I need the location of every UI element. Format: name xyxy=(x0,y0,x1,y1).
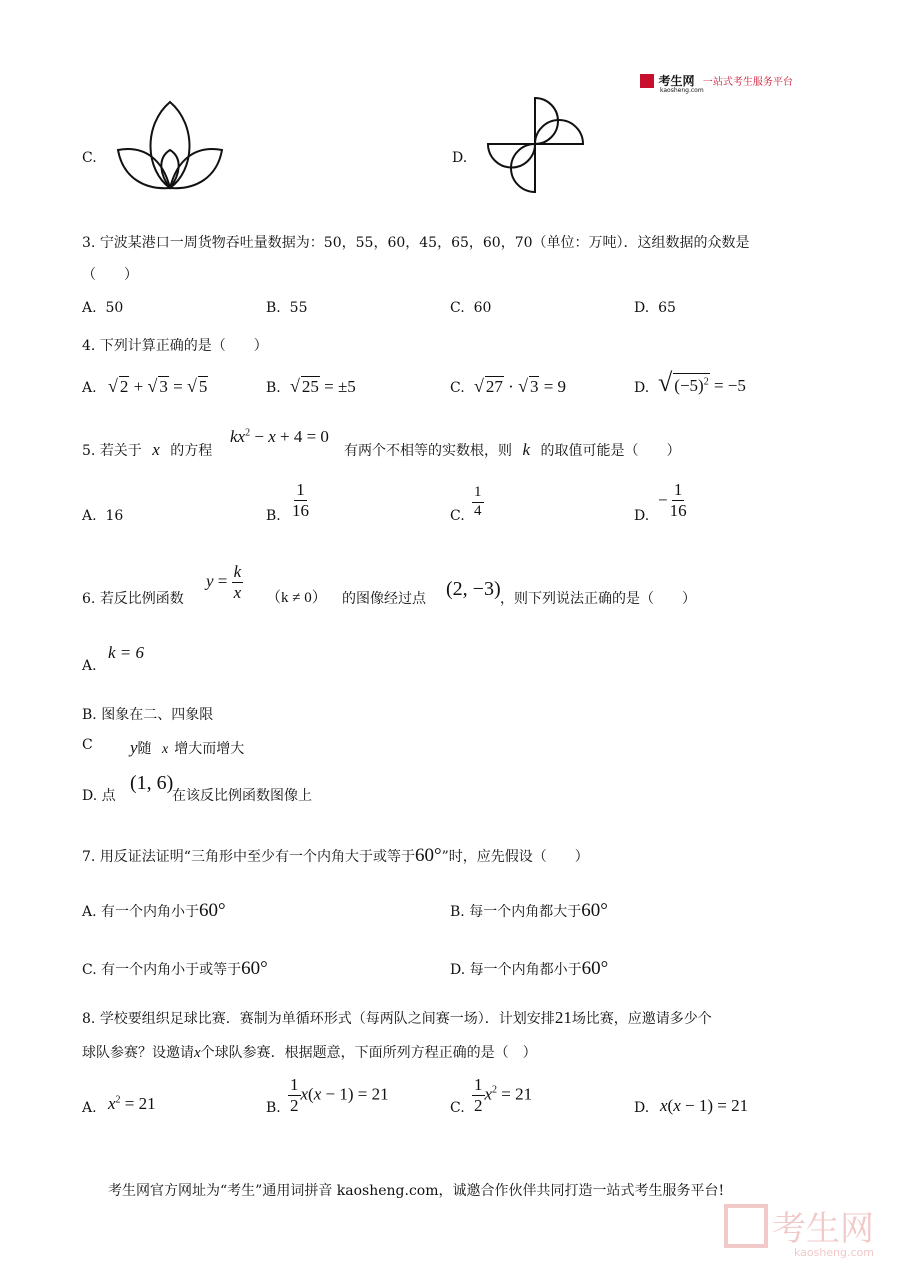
q4-option-a-formula: √ 2 + √ 3 = √ 5 xyxy=(108,376,208,396)
watermark-logo-icon xyxy=(724,1204,768,1248)
q7-option-a: A. 有一个内角小于60° xyxy=(82,900,226,921)
q7-stem: 7. 用反证法证明“三角形中至少有一个内角大于或等于60°”时，应先假设（ ） xyxy=(82,845,589,866)
q8-stem-line1: 8. 学校要组织足球比赛．赛制为单循环形式（每两队之间赛一场）．计划安排21场比赛，应邀请多少个 xyxy=(82,1008,712,1027)
q8-option-c-formula: $\frac{1}{2}$ $x^2 = 21$ xyxy=(474,1075,533,1115)
q7-option-b: B. 每一个内角都大于60° xyxy=(450,900,608,921)
q5-option-d-label: D. xyxy=(634,508,650,524)
footer-text: 考生网官方网址为“考生”通用词拼音 kaosheng.com，诚邀合作伙伴共同打造一站式考生服务平台! xyxy=(108,1183,725,1199)
q8-stem-line2: 球队参赛？设邀请x个球队参赛．根据题意，下面所列方程正确的是（ ） xyxy=(82,1045,537,1061)
q6-stem-b: 的图像经过点 xyxy=(342,591,426,607)
q8-option-c-label: C. xyxy=(450,1100,465,1116)
q5-stem-rest: 有两个不相等的实数根，则 k 的取值可能是（ ） xyxy=(344,440,681,459)
q6-option-d: D. 点 xyxy=(82,788,116,804)
logo-brand: 考生网 xyxy=(658,74,695,88)
q6-condition: （k ≠ 0） xyxy=(266,590,327,606)
q8-option-a-formula: $x^2 = 21$ xyxy=(108,1094,156,1113)
q3-option-c: C. 60 xyxy=(450,300,492,316)
q5-equation: $kx^2 - x + 4 = 0$ xyxy=(230,427,329,446)
q4-option-c-label: C. xyxy=(450,380,465,396)
q4-option-c-formula: √ 27 · √ 3 = 9 xyxy=(474,376,567,396)
q4-option-a-label: A. xyxy=(82,380,97,396)
q5-stem: 5. 若关于 x 的方程 xyxy=(82,440,213,459)
logo-mark-icon xyxy=(640,74,654,88)
q6-stem-a: 6. 若反比例函数 xyxy=(82,591,184,607)
q8-option-b-formula: $\frac{1}{2}$ x(x − 1) = 21 xyxy=(290,1075,389,1115)
logo-slogan: 一站式考生服务平台 xyxy=(702,77,793,88)
q5-option-d-fraction: − $\frac{1}{16}$ xyxy=(658,480,687,520)
q3-stem xyxy=(82,232,750,252)
q6-stem-c: ，则下列说法正确的是（ ） xyxy=(500,591,696,607)
q3-option-d: D. 65 xyxy=(634,300,676,316)
q6-option-a-math: k = 6 xyxy=(108,643,145,662)
q7-option-d: D. 每一个内角都小于60° xyxy=(450,958,609,979)
q5-option-b-label: B. xyxy=(266,508,281,524)
q8-option-a-label: A. xyxy=(82,1100,97,1116)
q5-option-c-label: C. xyxy=(450,508,465,524)
q8-option-d-formula: x(x − 1) = 21 xyxy=(660,1096,749,1115)
q6-point: (2, −3) xyxy=(446,578,501,600)
pinwheel-figure xyxy=(486,96,588,194)
q2-option-c-label: C. xyxy=(82,150,97,166)
q7-option-c: C. 有一个内角小于或等于60° xyxy=(82,958,268,979)
q2-option-d-label: D. xyxy=(452,150,468,166)
q5-option-a: A. 16 xyxy=(82,508,124,524)
logo-url: kaosheng.com xyxy=(660,87,704,94)
watermark-url: kaosheng.com xyxy=(793,1246,874,1259)
q5-option-c-fraction: $\frac{1}{4}$ xyxy=(474,484,482,519)
watermark-brand: 考生网 xyxy=(772,1209,874,1249)
q8-option-d-label: D. xyxy=(634,1100,650,1116)
q4-option-d-label: D. xyxy=(634,380,650,396)
flower-figure xyxy=(115,100,255,192)
q6-option-d-text: 在该反比例函数图像上 xyxy=(172,788,312,804)
watermark xyxy=(724,1201,874,1259)
q6-option-a-label: A. xyxy=(82,658,97,674)
q3-blank: （ ） xyxy=(82,267,138,283)
q4-option-b-formula: √ 25 = ±5 xyxy=(290,376,356,396)
header-logo xyxy=(640,72,793,94)
q3-option-a: A. 50 xyxy=(82,300,124,316)
q6-option-b: B. 图象在二、四象限 xyxy=(82,707,214,723)
q3-number: 3. xyxy=(82,235,96,251)
q3-option-b: B. 55 xyxy=(266,300,308,316)
q6-option-c-text: y随 x 增大而增大 xyxy=(130,738,245,757)
q6-function: y = $\frac{k}{x}$ xyxy=(206,562,242,602)
q5-option-b-fraction: $\frac{1}{16}$ xyxy=(292,480,309,520)
q6-option-c-label: C xyxy=(82,737,93,753)
q4-stem: 4. 下列计算正确的是（ ） xyxy=(82,338,268,354)
q8-option-b-label: B. xyxy=(266,1100,281,1116)
q3-text: 宁波某港口一周货物吞吐量数据为：50，55，60，45，65，60，70（单位：万吨）．这组数据的众数是 xyxy=(99,235,750,251)
q4-option-d-formula: √ $(-5)^2 = -5$ xyxy=(658,368,746,397)
q4-option-b-label: B. xyxy=(266,380,281,396)
q6-option-d-point: (1, 6) xyxy=(130,772,174,794)
